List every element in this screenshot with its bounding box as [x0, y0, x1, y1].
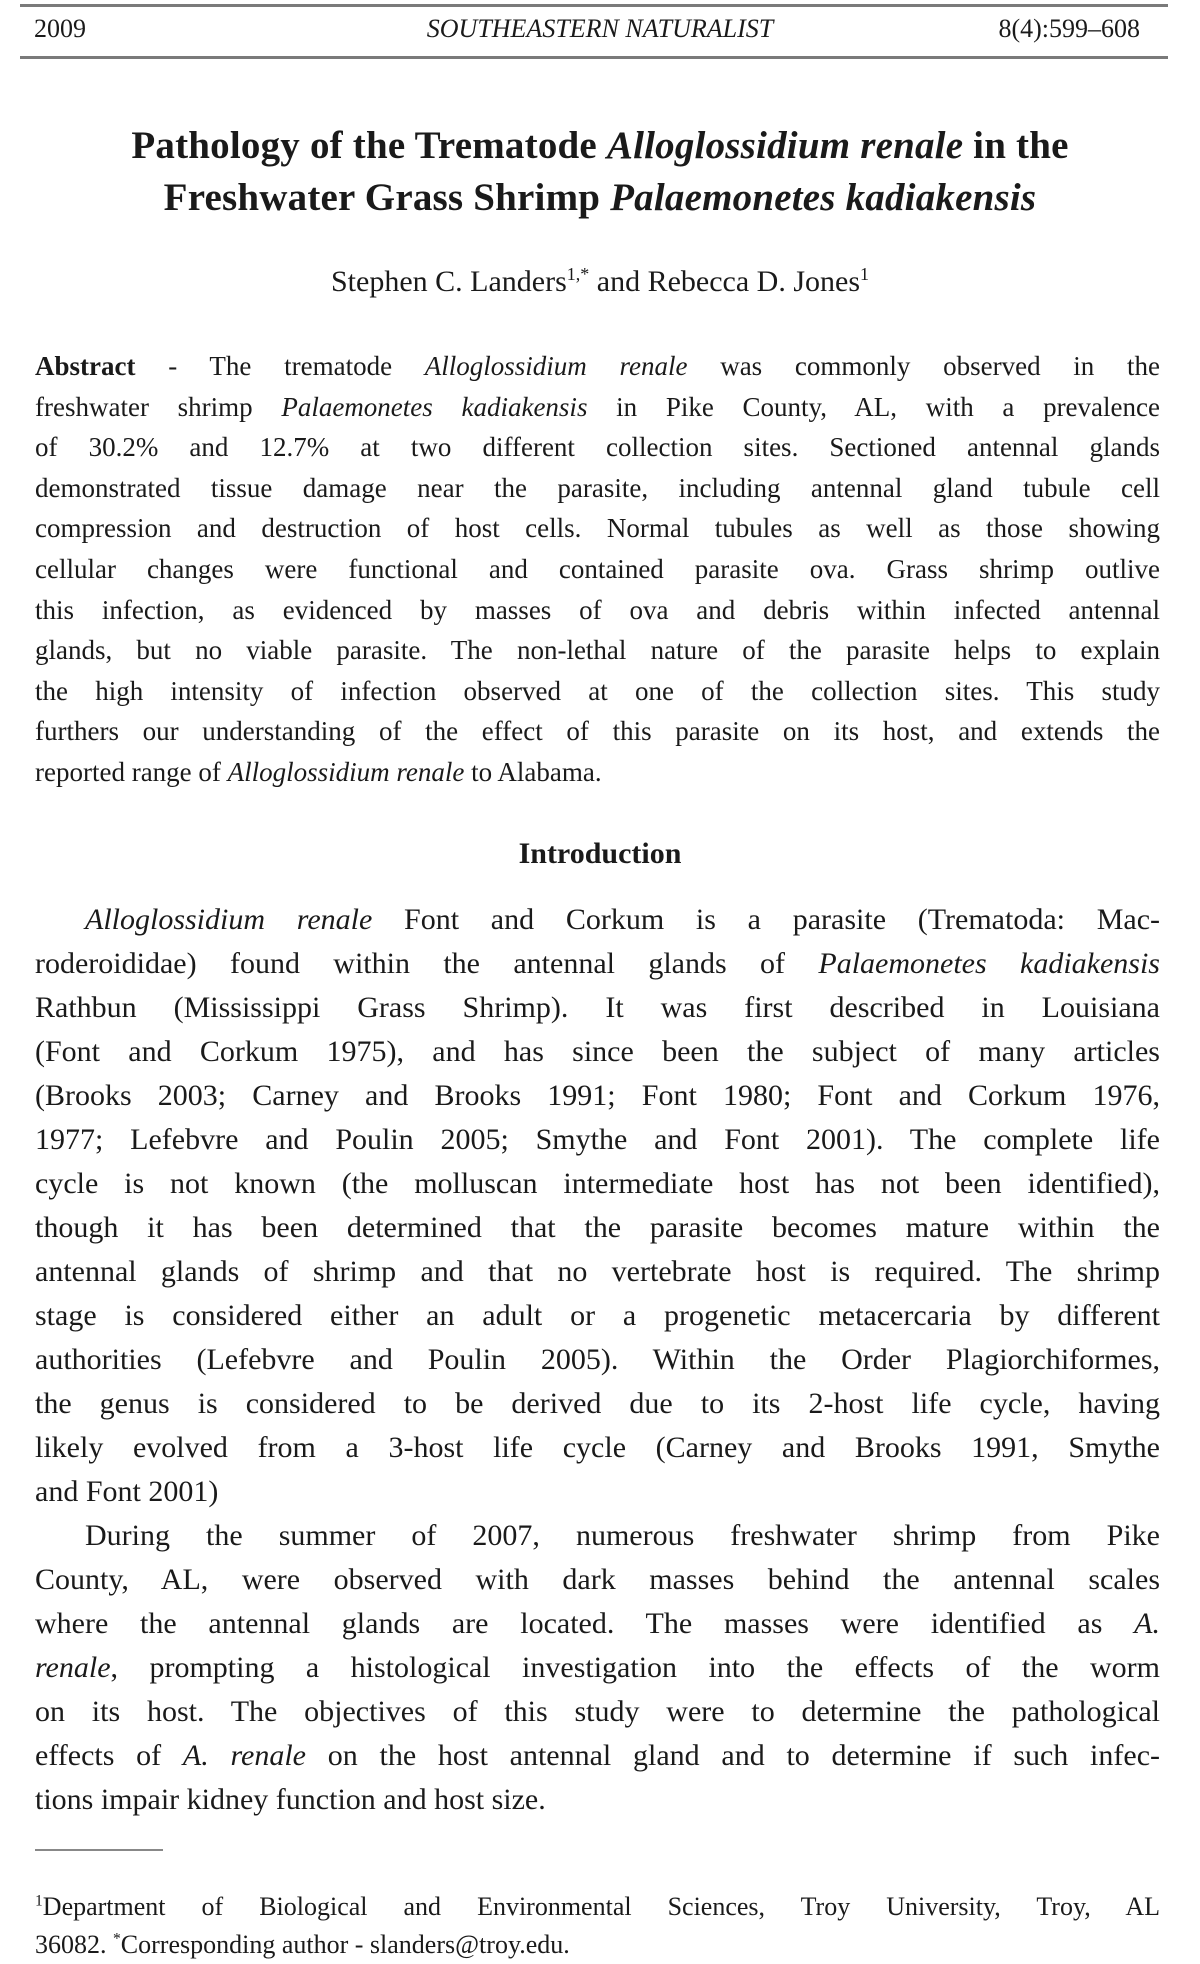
header-issue-pages: 8(4):599–608	[998, 14, 1140, 43]
abstract-line: the high intensity of infection observed at one of the collection sites. This study	[35, 675, 1160, 706]
header-rule-bottom	[20, 56, 1168, 59]
affiliation-marker: 1	[860, 264, 870, 284]
title-species-name: Alloglossidium renale	[606, 124, 964, 167]
text: reported range of	[35, 756, 228, 787]
paragraph-line: though it has been determined that the parasite becomes mature within the	[35, 1211, 1160, 1244]
abstract-line	[35, 387, 1160, 428]
species-name: Alloglossidium renale	[85, 903, 373, 936]
abstract-line: cellular changes were functional and contained parasite ova. Grass shrimp outlive	[35, 553, 1160, 584]
abstract-line	[35, 752, 1160, 793]
species-name: A.	[1134, 1607, 1160, 1640]
text: Department of Biological and Environmental Sciences, Troy University, Troy, AL	[42, 1892, 1160, 1921]
title-text: Freshwater Grass Shrimp	[163, 176, 611, 219]
article-title-line-2	[0, 172, 1200, 224]
text: roderoididae) found within the antennal glands of	[35, 947, 819, 980]
paragraph-line: Rathbun (Mississippi Grass Shrimp). It was first described in Louisiana	[35, 991, 1160, 1024]
text: Font and Corkum is a parasite (Trematoda: Mac-	[372, 903, 1161, 936]
text: freshwater shrimp	[35, 391, 282, 422]
header-year: 2009	[34, 14, 86, 43]
species-name: Palaemonetes kadiakensis	[818, 947, 1160, 980]
abstract-line: demonstrated tissue damage near the parasite, including antennal gland tubule cell	[35, 472, 1160, 503]
abstract-line: compression and destruction of host cells. Normal tubules as well as those showing	[35, 513, 1160, 544]
paragraph-line: tions impair kidney function and host size.	[35, 1783, 546, 1816]
title-species-name: Palaemonetes kadiakensis	[610, 176, 1037, 219]
footnote-corresponding-author	[35, 1926, 1160, 1964]
species-name: renale	[35, 1651, 111, 1684]
abstract-line: glands, but no viable parasite. The non-lethal nature of the parasite helps to explain	[35, 635, 1160, 666]
species-name: A. renale	[182, 1739, 306, 1772]
paragraph-line: cycle is not known (the molluscan intermediate host has not been identified),	[35, 1167, 1160, 1200]
text: Corresponding author - slanders@troy.edu.	[120, 1930, 570, 1959]
title-text: in the	[963, 124, 1069, 167]
author-name: Stephen C. Landers	[330, 265, 567, 298]
paragraph-line: During the summer of 2007, numerous freshwater shrimp from Pike	[85, 1519, 1160, 1552]
footnote-separator	[35, 1849, 163, 1851]
footnote-marker: *	[113, 1930, 121, 1948]
abstract-label: Abstract	[35, 351, 136, 381]
author-connector: and	[589, 265, 648, 298]
paragraph-line: on its host. The objectives of this study were to determine the pathological	[35, 1695, 1160, 1728]
text: was commonly observed in the	[687, 351, 1160, 381]
paragraph-line: stage is considered either an adult or a progenetic metacercaria by different	[35, 1299, 1160, 1332]
text: 36082.	[35, 1930, 113, 1959]
text: effects of	[35, 1739, 183, 1772]
abstract	[35, 346, 1160, 793]
paragraph-line: and Font 2001)	[35, 1475, 219, 1508]
author-list	[0, 262, 1200, 302]
paragraph-line: authorities (Lefebvre and Poulin 2005). Within the Order Plagiorchiformes,	[35, 1343, 1160, 1376]
abstract-line: furthers our understanding of the effect of this parasite on its host, and extends the	[35, 716, 1160, 747]
footnote-affiliation	[35, 1888, 1160, 1926]
text: in Pike County, AL, with a prevalence	[587, 391, 1160, 422]
species-name: Palaemonetes kadiakensis	[281, 391, 588, 422]
text: , prompting a histological investigation into the effects of the worm	[110, 1651, 1160, 1684]
paragraph-line	[35, 1602, 1160, 1646]
abstract-line: this infection, as evidenced by masses of ova and debris within infected antennal	[35, 594, 1160, 625]
paragraph-line: likely evolved from a 3-host life cycle (Carney and Brooks 1991, Smythe	[35, 1431, 1160, 1464]
paragraph-line	[35, 1646, 1160, 1690]
paragraph-line: antennal glands of shrimp and that no vertebrate host is required. The shrimp	[35, 1255, 1160, 1288]
paragraph-line: County, AL, were observed with dark masses behind the antennal scales	[35, 1563, 1160, 1596]
affiliation-marker: 1,*	[566, 264, 590, 284]
species-name: Alloglossidium renale	[227, 756, 465, 787]
text: - The trematode	[135, 351, 425, 381]
header-rule-top	[20, 4, 1168, 7]
section-heading-introduction: Introduction	[518, 837, 682, 870]
footnotes	[35, 1888, 1160, 1964]
species-name: Alloglossidium renale	[424, 351, 688, 381]
abstract-line: of 30.2% and 12.7% at two different collection sites. Sectioned antennal glands	[35, 432, 1160, 463]
author-name: Rebecca D. Jones	[647, 265, 861, 298]
introduction-body	[35, 898, 1160, 1822]
paragraph-line: the genus is considered to be derived due to its 2-host life cycle, having	[35, 1387, 1160, 1420]
text: on the host antennal gland and to determine if such infec-	[306, 1739, 1161, 1772]
paragraph-line: 1977; Lefebvre and Poulin 2005; Smythe and Font 2001). The complete life	[35, 1123, 1160, 1156]
article-title-line-1	[0, 120, 1200, 172]
text: where the antennal glands are located. The masses were identified as	[35, 1607, 1135, 1640]
paragraph-line	[35, 1734, 1160, 1778]
paragraph-line	[35, 942, 1160, 986]
footnote-marker: 1	[35, 1892, 43, 1910]
paragraph-line: (Brooks 2003; Carney and Brooks 1991; Font 1980; Font and Corkum 1976,	[35, 1079, 1160, 1112]
title-text: Pathology of the Trematode	[131, 124, 607, 167]
paragraph-line: (Font and Corkum 1975), and has since been the subject of many articles	[35, 1035, 1160, 1068]
text: to Alabama.	[464, 756, 602, 787]
header-journal-name: SOUTHEASTERN NATURALIST	[426, 14, 774, 43]
abstract-line	[35, 346, 1160, 387]
paragraph-line	[35, 898, 1160, 942]
